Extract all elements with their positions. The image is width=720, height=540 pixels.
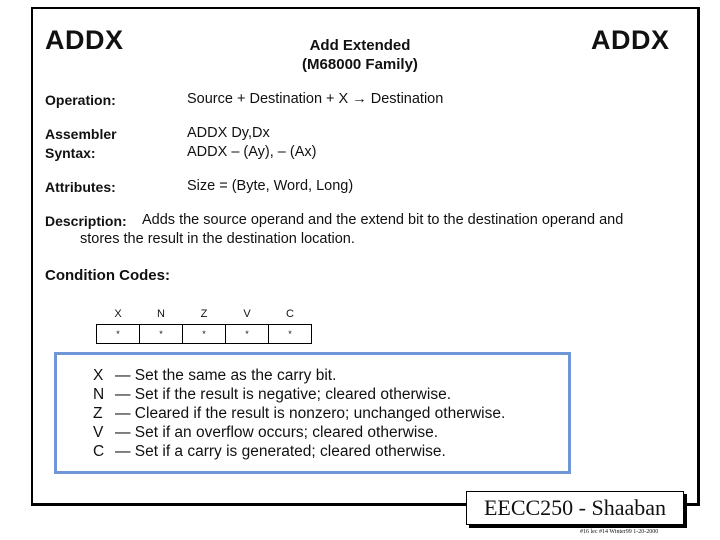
cc-value-c: *	[288, 329, 292, 339]
slide-footer: #16 lec #14 Winter99 1-20-2000	[580, 529, 659, 535]
definition-text: — Cleared if the result is nonzero; unchanged otherwise.	[115, 405, 506, 422]
cc-header-n: N	[157, 308, 165, 320]
definition-text: — Set if an overflow occurs; cleared otherwise.	[115, 424, 439, 441]
condition-code-table	[96, 324, 312, 344]
definition-text: — Set if a carry is generated; cleared otherwise.	[115, 443, 446, 460]
operation-label: Operation:	[45, 92, 116, 108]
cc-value-v: *	[226, 325, 269, 343]
definition-z	[93, 404, 505, 423]
syntax-form-memory: ADDX – (Ay), – (Ax)	[187, 144, 317, 160]
description-line-2: stores the result in the destination location.	[80, 231, 355, 247]
condition-codes-label: Condition Codes:	[45, 267, 170, 284]
definition-n	[93, 385, 505, 404]
description-label: Description:	[45, 213, 127, 229]
assembler-label: Assembler	[45, 126, 117, 142]
flag-definitions-list	[93, 366, 505, 461]
instruction-subtitle: (M68000 Family)	[302, 56, 418, 73]
syntax-label: Syntax:	[45, 145, 96, 161]
definition-text: — Set the same as the carry bit.	[115, 367, 337, 384]
syntax-form-register: ADDX Dy,Dx	[187, 125, 270, 141]
cc-value-z: *	[183, 325, 226, 343]
operation-text: Source + Destination + X → Destination	[187, 91, 444, 107]
definition-v	[93, 423, 505, 442]
definition-text: — Set if the result is negative; cleared otherwise.	[115, 386, 451, 403]
cc-value-x: *	[97, 325, 140, 343]
cc-header-c: C	[286, 308, 294, 320]
cc-header-z: Z	[200, 308, 208, 320]
cc-header-v: V	[243, 308, 251, 320]
definition-flag: N	[93, 386, 105, 403]
description-line-1: Adds the source operand and the extend bit to the destination operand and	[142, 212, 624, 228]
mnemonic-left: ADDX	[45, 25, 124, 55]
cc-header-x: X	[114, 308, 122, 320]
attributes-label: Attributes:	[45, 179, 116, 195]
definition-c	[93, 442, 505, 461]
instruction-title: Add Extended	[309, 37, 411, 54]
definition-x	[93, 366, 505, 385]
attributes-text: Size = (Byte, Word, Long)	[187, 178, 354, 194]
mnemonic-right: ADDX	[591, 25, 670, 55]
definition-flag: Z	[93, 405, 103, 422]
cc-value-n: *	[140, 325, 183, 343]
definition-flag: V	[93, 424, 104, 441]
definition-flag: C	[93, 443, 105, 460]
course-badge: EECC250 - Shaaban	[466, 491, 684, 525]
definition-flag: X	[93, 367, 104, 384]
